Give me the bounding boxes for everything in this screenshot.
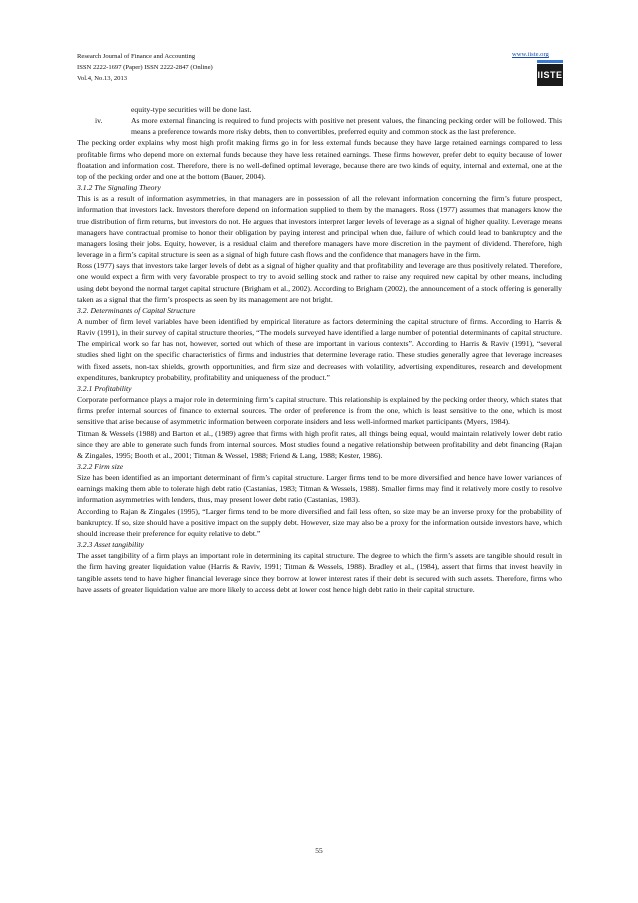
paragraph-pecking-order: The pecking order explains why most high profit making firms go in for less external funds because they have large retained earnings compared to less profitable firms who depend more on external funds because they have less retained earnings. These firms however, prefer debt to equity because of lower floatation and information cost. Therefore, there is no well-defined optimal leverage, because there are two kinds of equity, internal and external, one at the top of the pecking order and one at the bottom (Bauer, 2004). xyxy=(77,138,562,181)
iiste-logo: IISTE xyxy=(537,64,563,86)
paragraph-determinants: A number of firm level variables have been identified by empirical literature as factors determining the capital structure of firms. According to Harris & Raviv (1991), in their survey of capital structure theories, “The models surveyed have identified a large number of potential determinants of capital structure. The empirical work so far has not, however, sorted out which of these are important in various contexts”. According to Harris & Raviv (1991), “several studies shed light on the specific characteristics of firms and industries that determine leverage ratio. These studies generally agree that leverage increases with fixed assets, non-tax shields, growth opportunities, and firm size and decreases with volatility, advertising expenditures, research and development expenditures, bankruptcy probability, profitability and uniqueness of the product.” xyxy=(77,316,562,382)
paragraph-signaling-2: Ross (1977) says that investors take larger levels of debt as a signal of higher quality and that profitability and leverage are thus positively related. Therefore, one would expect a firm with very favorable prospect to try to avoid selling stock and rather to raise any required new capital by other means, including using debt beyond the normal target capital structure (Brigham et al., 2002). According to Brigham (2002), the announcement of a stock offering is generally taken as a signal that the firm’s prospects as seen by its management are not bright. xyxy=(77,261,562,304)
list-item-continuation: equity-type securities will be done last. xyxy=(131,105,252,114)
heading-profitability: 3.2.1 Profitability xyxy=(77,383,132,393)
page-number: 55 xyxy=(315,846,323,855)
article-body xyxy=(77,104,562,595)
list-item-text: As more external financing is required to fund projects with positive net present values, the financing pecking order will be followed. This means a preference towards more risky debts, then to convertibles, preferred equity and common stock as the last preference. xyxy=(131,116,562,137)
logo-accent-bar xyxy=(537,60,563,63)
heading-signaling-theory: 3.1.2 The Signaling Theory xyxy=(77,183,161,193)
paragraph-firm-size-1: Size has been identified as an important determinant of firm’s capital structure. Larger firms tend to be more diversified and hence have lower variances of earnings making them able to tolerate high debt ratio (Castanias, 1983; Titman & Wessels, 1988). Smaller firms may find it relatively more costly to resolve information asymmetries with lenders, thus, may present lower debt ratio (Castanias, 1983). xyxy=(77,473,562,505)
journal-issn: ISSN 2222-1697 (Paper) ISSN 2222-2847 (Online) xyxy=(77,64,213,71)
paragraph-signaling-1: This is as a result of information asymmetries, in that managers are in possession of all the relevant information concerning the firm’s future prospect, information that investors lack. Investors therefore depend on information supplied to them by the managers. Ross (1977) assumes that managers know the true distribution of firm returns, but investors do not. He argues that investors interpret larger levels of leverage as a signal of higher quality. Leverage means managers have contractual promise to honor their obligation by paying interest and principal when due, failure of which could lead to bankruptcy and the managers losing their jobs. Equity, however, is a residual claim and therefore managers have more discretion in the payment of dividend. Therefore, high leverage in a firm’s capital structure is seen as a signal of high future cash flows and the confidence that managers have in the firm. xyxy=(77,194,562,260)
list-item-iv xyxy=(77,115,562,137)
paragraph-firm-size-2: According to Rajan & Zingales (1995), “Larger firms tend to be more diversified and fail less often, so size may be an inverse proxy for the probability of bankruptcy. If so, size should have a positive impact on the supply debt. However, size may also be a proxy for the information outside investors have, which should increase their preference for equity relative to debt.” xyxy=(77,506,562,538)
journal-url-link[interactable]: www.iiste.org xyxy=(512,51,549,58)
list-item-number: iv. xyxy=(95,116,103,126)
paragraph-profitability-1: Corporate performance plays a major role in determining firm’s capital structure. This relationship is explained by the pecking order theory, which states that firms prefer internal sources of finance to external sources. The order of preference is from the one, which is least sensitive to the one, which is most sensitive that arise because of asymmetric information between corporate insiders and less well-informed market participants (Myers, 1984). xyxy=(77,395,562,427)
journal-volume: Vol.4, No.13, 2013 xyxy=(77,75,128,82)
heading-firm-size: 3.2.2 Firm size xyxy=(77,462,124,471)
paragraph-profitability-2: Titman & Wessels (1988) and Barton et al., (1989) agree that firms with high profit rates, all things being equal, would maintain relatively lower debt ratio since they are able to generate such funds from internal sources. Most studies found a negative relationship between profitability and debt financing (Rajan & Zingales, 1995; Booth et al., 2001; Titman & Wessel, 1988; Friend & Lang, 1988; Kester, 1986). xyxy=(77,428,562,460)
journal-title: Research Journal of Finance and Accounting xyxy=(77,53,196,60)
heading-determinants: 3.2. Determinants of Capital Structure xyxy=(77,305,196,315)
paragraph-asset-tangibility: The asset tangibility of a firm plays an important role in determining its capital structure. The degree to which the firm’s assets are tangible should result in the firm having greater liquidation value (Harris & Raviv, 1991; Titman & Wessels, 1988). Bradley et al., (1984), assert that firms that invest heavily in tangible assets tend to have higher financial leverage since they borrow at lower interest rates if their debt is secured with such assets. Therefore, firms who have assets of greater liquidation value are more likely to access debt at lower cost hence high debt ratio in their capital structure. xyxy=(77,551,562,594)
heading-asset-tangibility: 3.2.3 Asset tangibility xyxy=(77,540,144,550)
